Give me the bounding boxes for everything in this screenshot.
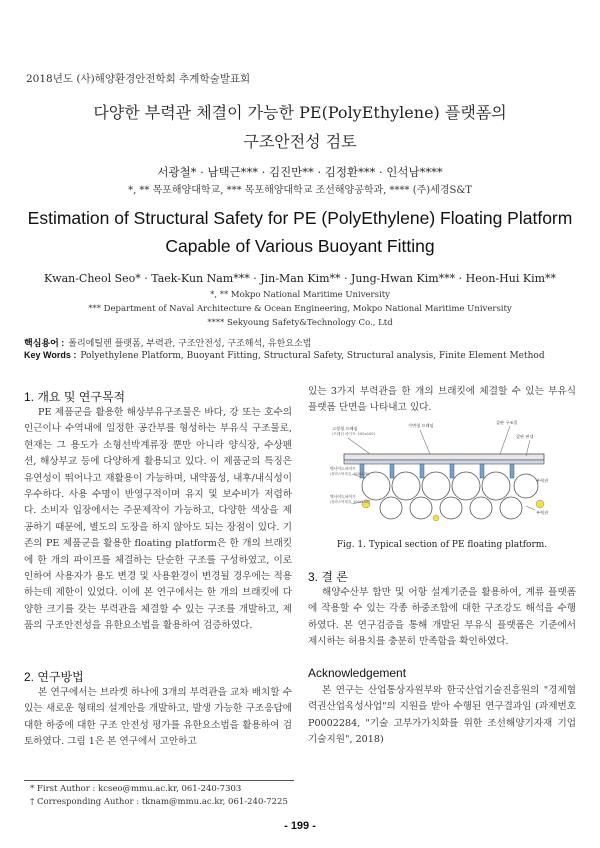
korean-affiliations: *, ** 목포해양대학교, *** 목포해양대학교 조선해양공학과, **** (주)세경S&T — [128, 185, 472, 196]
korean-title-line-1: 다양한 부력관 체결이 가능한 PE(PolyEthylene) 플랫폼의 — [93, 103, 507, 122]
footnote-first-author: * First Author : kcseo@mmu.ac.kr, 061-240-7303 — [30, 784, 242, 794]
keywords-korean-label: 핵심용어 : — [24, 338, 65, 348]
section-2-heading: 2. 연구방법 — [24, 670, 84, 684]
label-side-pipe-2: 벽사이드파이프 — [330, 494, 356, 499]
english-title-line-1: Estimation of Structural Safety for PE (PolyEthylene) Floating Platform — [27, 208, 573, 228]
section-3-heading: 3. 결 론 — [308, 570, 348, 584]
conference-header: 2018년도 (사)해양환경안전학회 추계학술발표회 — [26, 73, 251, 85]
label-deck-panel: 갑판 판넬 — [516, 434, 534, 439]
english-title-line-2: Capable of Various Buoyant Fitting — [165, 236, 435, 256]
label-variable-frame: 가변형 프레임 — [408, 423, 434, 428]
floating-platform-section-drawing — [330, 418, 556, 530]
section-2-body: 본 연구에서는 브라켓 하나에 3개의 부력관을 교차 배치할 수 있는 새로운 형태의 설계안을 개발하고, 발생 가능한 구조응답에 대한 하중에 대한 구조 안전성 평가를 유한요소법을 활용하여 검토하였다. 그림 1은 본 연구에서 고안하고 — [24, 687, 292, 748]
acknowledgement-heading: Acknowledgement — [308, 666, 407, 680]
section-1-heading: 1. 개요 및 연구목적 — [24, 390, 126, 404]
english-affiliation-3: **** Sekyoung Safety&Technology Co., Ltd — [207, 318, 393, 328]
acknowledgement-body: 본 연구는 산업통상자원부와 한국산업기술진흥원의 "경제협력권산업육성사업"의 지원을 받아 수행된 연구결과임 (과제번호 P0002284, "기술 고부가가치화를 위한 조선해양기자재 기업 기술지원", 2018) — [308, 685, 576, 746]
svg-text:(플라스틱재질, 100x100): (플라스틱재질, 100x100) — [330, 472, 370, 476]
deck-frame — [344, 460, 544, 464]
footnote-rule — [24, 780, 294, 781]
deck-panel — [344, 454, 544, 460]
figure-1 — [330, 418, 556, 530]
footnote-corresponding-author: † Corresponding Author : tknam@mmu.ac.kr, 061-240-7225 — [30, 797, 288, 807]
page-number: - 199 - — [284, 820, 316, 832]
label-fixed-frame: 고정형 프레임 — [332, 426, 358, 431]
svg-text:(프레임 파이프: 100x100): (프레임 파이프: 100x100) — [332, 432, 375, 436]
label-side-pipe-1: 벽사이드파이프 — [330, 466, 356, 471]
korean-authors: 서광철* · 남택근*** · 김진만** · 김정환*** · 인석남**** — [157, 165, 443, 179]
english-authors: Kwan-Cheol Seo* · Taek-Kun Nam*** · Jin-Man Kim** · Jung-Hwan Kim*** · Heon-Hui Kim** — [43, 272, 557, 285]
keywords-korean — [24, 336, 311, 349]
label-buoyant-pipe-2: 부력관 — [536, 510, 549, 515]
keywords-korean-text: 폴리에틸렌 플랫폼, 부력관, 구조안전성, 구조해석, 유한요소법 — [68, 339, 312, 349]
keywords-english — [24, 350, 545, 361]
section-1-body: PE 제품군을 활용한 해상부유구조물은 바다, 강 또는 호수의 인근이나 수역내에 일정한 공간부를 형성하는 부유식 구조물로, 현재는 그 용도가 소형선박계류장 뿐만 아니라 양식장, 수상펜션, 해상부교 등에 다양하게 활용되고 있다. 이 제품군의 특징은 유연성이 뛰어나고 재활용이 가능하며, 내약품성, 내후/내식성이 우수하다. 사용 수명이 반영구적이며 유지 및 보수비가 저렴하다. 소비자 입장에서는 주문제작이 가능하고, 다양한 색상을 제공하기 때문에, 별도의 도장을 하지 않아도 되는 장점이 있다. 기존의 PE 제품군을 활용한 floating platform은 한 개의 브래킷에 한 개의 파이프를 체결하는 단순한 구조를 구성하였고, 이로 인하여 사용자가 용도 변경 및 사용환경이 변경될 경우에는 적용하는데 제한이 있었다. 이에 본 연구에서는 한 개의 브래킷에 다양한 크기를 갖는 부력관을 체결할 수 있는 구조를 개발하고, 제품의 구조안전성을 유한요소법을 활용하여 검증하였다. — [24, 407, 292, 632]
section-2-continued: 있는 3가지 부력관을 한 개의 브래킷에 체결할 수 있는 부유식 플랫폼 단면을 나타내고 있다. — [308, 386, 576, 414]
korean-title-line-2: 구조안전성 검토 — [243, 132, 357, 151]
figure-1-caption: Fig. 1. Typical section of PE floating platform. — [336, 540, 548, 550]
label-buoyant-pipe-1: 부력관 — [536, 478, 549, 483]
label-deck-structure: 갑판 구조물 — [496, 420, 518, 425]
keywords-english-text: Polyethylene Platform, Buoyant Fitting, Structural Safety, Structural analysis, Finite Element Method — [80, 351, 545, 361]
english-affiliation-2: *** Department of Naval Architecture & Ocean Engineering, Mokpo National Maritime University — [88, 304, 512, 314]
keywords-english-label: Key Words : — [24, 350, 77, 360]
svg-text:(플라스틱재질, 100x100): (플라스틱재질, 100x100) — [330, 500, 370, 504]
section-3-body: 해양수산부 합만 및 어항 설계기준을 활용하여, 계류 플랫폼에 작용할 수 있는 각종 하중조합에 대한 구조강도 해석을 수행하였다. 본 연구검증을 통해 개발된 부유식 플랫폼은 기준에서 제시하는 허용치를 충분히 만족함을 확인하였다. — [308, 587, 576, 648]
english-affiliation-1: *, ** Mokpo National Maritime University — [210, 290, 390, 300]
